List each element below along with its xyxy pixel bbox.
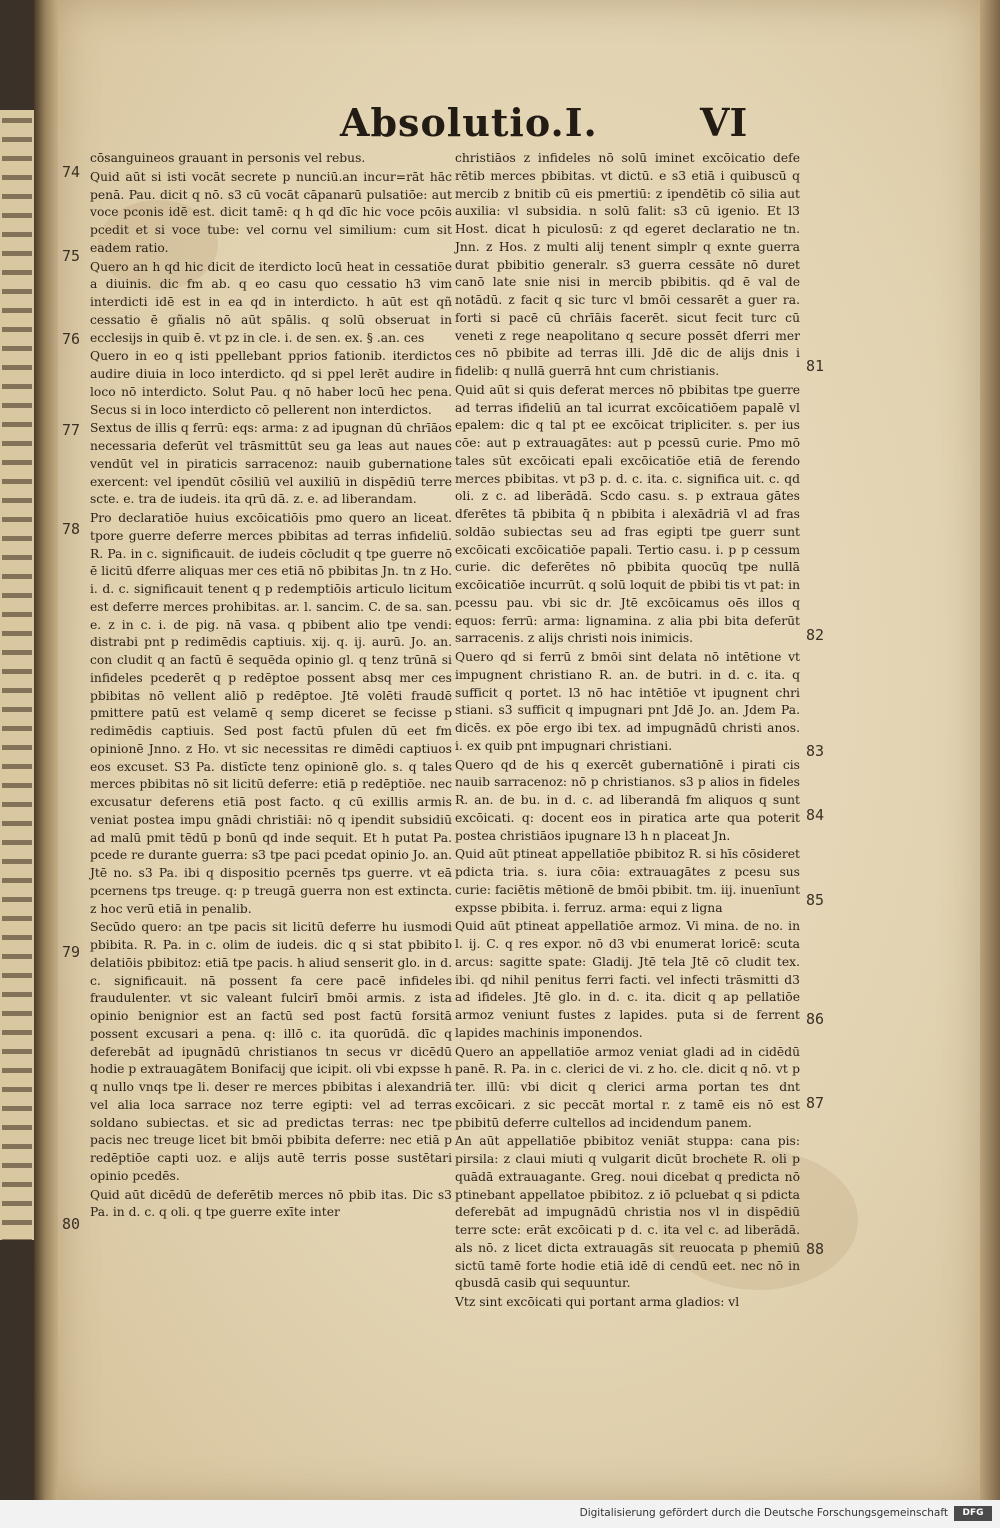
margin-number: 87 (806, 1094, 825, 1112)
margin-number: 81 (806, 357, 825, 375)
margin-number: 80 (62, 1215, 81, 1233)
paragraph: Sextus de illis q ferrū: eqs: arma: z ad ipugnan dū chrīāos necessaria deferūt vel trāsmittūt seu ga leas aut naues vendūt vel in piraticis sarracenoz: nauib gubernatione exercent: vel ipendūt cōsiliū vel auxiliū in dispēdiū terre scte. e. tra de iudeis. ita qrū dā. z. e. ad liberandam. (90, 421, 452, 507)
folio-number: VI (700, 100, 748, 145)
paragraph: An aūt appellatiōe pbibitoz veniāt stuppa: cana pis: pirsila: z claui miuti q vulgarit dicūt brochete R. oli p quādā extrauagante. Greg. noui dicebat q predicta nō ptinebant appellatoe pbibitoz. z iō pcluebat q si pdicta deferebāt ad impugnādū christia nos vl in dispēdiū terre scte: erāt excōicati p d. c. ita vel c. ad liberādā. als nō. z licet dicta extrauagās sit reuocata p phemiū sictū tamē forte hodie etiā idē di cendū eet. nec nō in qbusdā casib qui sequuntur. (455, 1134, 800, 1291)
margin-number: 88 (806, 1240, 825, 1258)
paragraph: Quero qd de his q exercēt gubernatiōnē i pirati cis nauib sarracenoz: nō p christianos. s3 p alios in fideles R. an. de bu. in d. c. ad liberandā fm aliquos q sunt excōicati. q: docent eos in piratica arte qua poterit postea christiāos ipugnare l3 h n placeat Jn. (455, 757, 800, 843)
facing-page-sliver (0, 110, 34, 1240)
paragraph: Quid aūt ptineat appellatiōe armoz. Vi mina. de no. in l. ij. C. q res expor. nō d3 vbi enumerat loricē: scuta arcus: sagitte spate: Gladij. Jtē tela Jtē cō cludit tex. ibi. qd nihil penitus ferri facti. vel infecti trāsmitti d3 ad ifideles. Jtē glo. in d. c. ita. dicit q ap pellatiōe armoz veniunt fustes z lapides. puta si de ferrent lapides machinis imponendos. (455, 919, 800, 1040)
paragraph: Quid aūt si quis deferat merces nō pbibitas tpe guerre ad terras ifideliū an tal icurrat excōicatiōem papalē vl epalem: dic q tal pt ee excōicat tripliciter. s. per ius cōe: aut p extrauagātes: aut p pcessū curie. Pmo mō tales sūt excōicati epali excōicatiōe etiā de ferendo merces pbibitas. vt p3 p. d. c. ita. c. significa uit. c. qd oli. z c. ad liberādā. Scdo casu. s. p extraua gātes dferētes tā pbibita q̄ n pbibita i alexādriā vl ad fras soldāo subiectas seu ad fras egipti tpe guerr sunt excōicati excōicatiōe papali. Tertio casu. i. p p cessum curie. dic deferētes nō pbibita quocūq tpe nullā excōicatiōe incurrūt. q solū loquit de pbibi tis vt pat: in pcessu pau. vbi sic dr. Jtē excōicamus oēs illos q equos: ferrū: arma: lignamina. z alia pbi bita deferūt sarracenis. z alijs christi nois inimicis. (455, 382, 800, 646)
paragraph: cōsanguineos grauant in personis vel rebus. (90, 151, 366, 165)
paragraph: Pro declaratiōe huius excōicatiōis pmo quero an liceat. tpore guerre deferre merces pbibitas ad terras infideliū. R. Pa. in c. significauit. de iudeis cōcludit q tpe guerre nō ē licitū dferre aliquas mer ces etiā nō pbibitas Jn. tn z Ho. i. d. c. significauit tenent q p redemptiōis articulo licitum est deferre merces prohibitas. ar. l. sancim. C. de sa. san. e. z in c. i. de pig. nā vasa. q pbibent alio tpe vendi: distrabi pnt p redimēdis captiuis. xij. q. ij. aurū. Jo. an. con cludit q an factū ē sequēda opinio gl. q tenz trūnā si infideles pcederēt q p redēptoe possent absq mer ces pbibitas nō vellent aliō p redēptoe. Jtē volēti fraudē pmittere patū est velamē q semp diceret se fecisse p redimēdis captiuis. Sed post factū pfulen dū eet fm opinionē Jnno. z Ho. vt sic necessitas re dimēdi captiuos eos excuset. S3 Pa. distīcte tenz opinionē glo. s. q tales merces pbibitas nō sit licitū deferre: etiā p redēptiōe. nec excusatur deferens etiā post facto. q cū exillis armis veniat postea impu gnādi christiāi: nō q ipendit subsidiū ad malū pmit tēdū p bonū qd inde sequit. Et h putat Pa. pcede re durante guerra: s3 tpe paci pcedat opinio Jo. an. Jtē no. s3 Pa. ibi q dispositio pcernēs tps guerre. vt eā pcernens tps treuge. q: p treugā guerra non est extincta. z hoc verū etiā in penalib. (90, 511, 452, 916)
paragraph: Quid aūt si isti vocāt secrete p nunciū.an incur=rāt hāc penā. Pau. dicit q nō. s3 cū vocāt cāpanarū pulsatiōe: aut voce pconis idē est. dicit tamē: q h qd dīc hic voce pcōis pcedit et si voce tube: vel cornu vel similium: cum sit eadem ratio. (90, 169, 452, 255)
right-text-column (455, 150, 800, 1313)
dfg-logo-icon: DFG (954, 1506, 992, 1521)
margin-number: 84 (806, 806, 825, 824)
margin-number: 77 (62, 421, 81, 439)
paragraph: Quero an appellatiōe armoz veniat gladi ad in cidēdū panē. R. Pa. in c. clerici de vi. z ho. cle. dicit q nō. vt p ter. illū: vbi dicit q clerici arma portan tes dnt excōicari. z sic peccāt mortal r. z tamē eis nō est pbibitū deferre cultellos ad incidendum panem. (455, 1044, 800, 1130)
margin-number: 82 (806, 626, 825, 644)
funding-credit: Digitalisierung gefördert durch die Deutsche Forschungsgemeinschaft (579, 1507, 948, 1519)
paragraph: Quid aūt dicēdū de deferētib merces nō pbib itas. Dic s3 Pa. in d. c. q oli. q tpe guerre exīte inter (90, 1187, 452, 1220)
paragraph: Vtz sint excōicati qui portant arma gladios: vl (455, 1295, 740, 1309)
margin-number: 85 (806, 891, 825, 909)
paragraph: Quero qd si ferrū z bmōi sint delata nō intētione vt impugnent christiano R. an. de butri. in d. c. ita. q sufficit q portet. l3 nō hac intētiōe vt ipugnent chri stiani. s3 sufficit q impugnari pnt Jdē Jo. an. Jdem Pa. dicēs. ex pōe ergo ibi tex. ad impugnādū christi anos. i. ex quib pnt impugnari christiani. (455, 650, 800, 753)
margin-number: 83 (806, 742, 825, 760)
margin-number: 74 (62, 163, 81, 181)
paragraph: Secūdo quero: an tpe pacis sit licitū deferre hu iusmodi pbibita. R. Pa. in c. olim de iudeis. dic q si stat pbibito delatiōis pbibitoz: etiā tpe pacis. h aliud senserit glo. in d. c. significauit. nā possent fa cere pacē infideles fraudulenter. vt sic valeant fulcirī bmōi armis. z ista opinio benignior est an factū sed post factū forsitā possent excusari a pena. q: illō c. ita quorūdā. dīc q deferebāt ad ipugnādū christianos tn secus vr dicēdū hodie p extrauagātem Bonifacij que icipit. oli vbi expsse h q nullo vnqs tpe li. deser re merces pbibitas i alexandriā vel alia loca sarrace noz terre egipti: vel ad terras soldano subiectas. et sic ad predictas terras: nec tpe pacis nec treuge licet bit bmōi pbibita deferre: nec etiā p redēptiōe capti uoz. e alijs autē terris posse sustētari opinio pcedēs. (90, 920, 452, 1183)
paragraph: christiāos z infideles nō solū iminet excōicatio defe rētib merces pbibitas. vt dictū. e s3 etiā i quibuscū q mercib z bnitib cū eis pmertiū: z ipendētib cō silia aut auxilia: vl subsidia. n solū falit: s3 cū igenio. Et l3 Host. dicat h piculosū: z qd egeret declaratio ne tn. Jnn. z Hos. z multi alij tenent simplr q exnte guerra durat pbibitio generalr. s3 guerra cessāte nō duret canō late snie nisi in mercib pbibitis. qd ē val de notādū. z facit q sic turc vl bmōi cessarēt a guer ra. forti si pacē cū chrīāis facerēt. sicut fecit turc cū veneti z rege neapolitano q secure possēt dferri mer ces nō pbibite ad terras illi. Jdē dic de alijs dnis i fidelib: q nullā guerrā hnt cum christianis. (455, 151, 800, 378)
running-title: Absolutio.I. (340, 100, 598, 145)
margin-number: 79 (62, 943, 81, 961)
paragraph: Quid aūt ptineat appellatiōe pbibitoz R. si hīs cōsideret pdicta tria. s. iura cōia: extrauagātes z pcesu sus curie: faciētis mētionē de bmōi pbibit. tm. iij. inuenīunt expsse pbibita. i. ferruz. arma: equi z ligna (455, 847, 801, 915)
book-gutter (34, 0, 60, 1528)
margin-number: 76 (62, 330, 81, 348)
paragraph: Quero an h qd hic dicit de iterdicto locū heat in cessatiōe a diuinis. dic fm ab. q eo casu quo cessatio h3 vim interdicti idē est in ea qd in interdicto. h aūt est qñ cessatio ē gñalis nō aūt spālis. q solū obseruat in ecclesijs in quib ē. vt pz in cle. i. de sen. ex. § .an. ces (90, 259, 452, 345)
left-text-column (90, 150, 452, 1223)
page-edge (980, 0, 1000, 1500)
footer-bar (0, 1500, 1000, 1528)
margin-number: 75 (62, 247, 81, 265)
paragraph: Quero in eo q isti ppellebant pprios fationib. iterdictos audire diuia in loco interdicto. qd si ppel lerēt audire in loco nō interdicto. Solut Pau. q nō haber locū hec pena. Secus si in loco interdicto cō pellerent non interdictos. (90, 349, 452, 417)
margin-number: 78 (62, 520, 81, 538)
margin-number: 86 (806, 1010, 825, 1028)
